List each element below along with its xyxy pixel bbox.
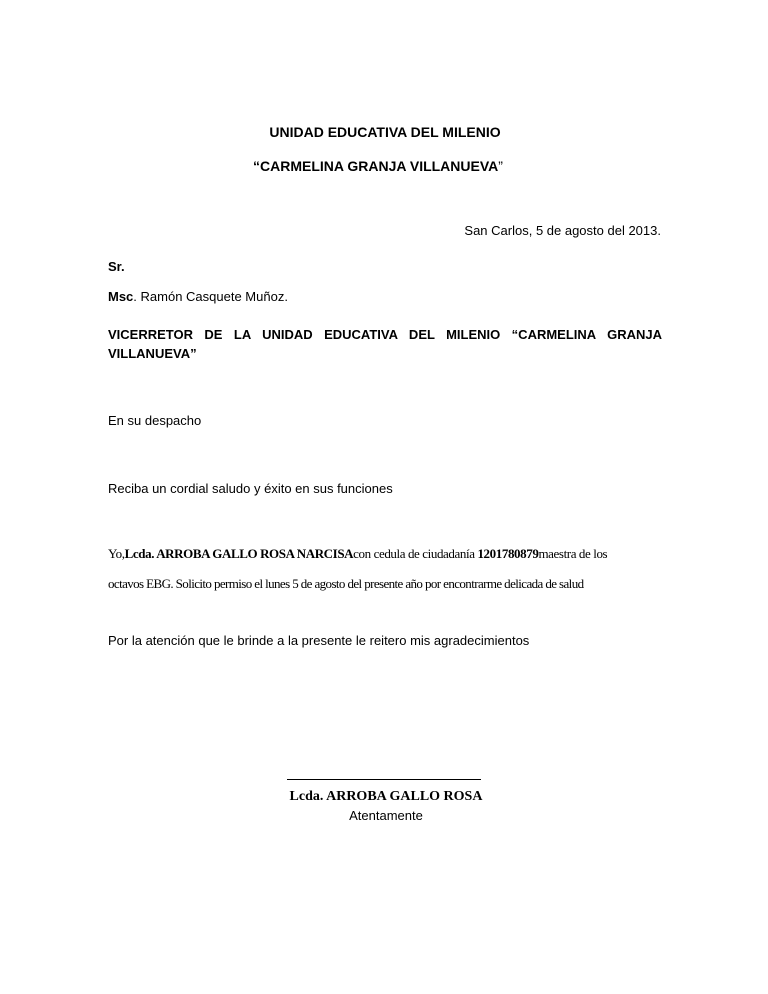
recipient-title: Msc [108,289,134,304]
close-quote: ” [498,158,503,174]
thanks-line: Por la atención que le brinde a la presente le reitero mis agradecimientos [108,633,530,648]
id-number: 1201780879 [477,546,539,561]
recipient-position-line1: VICERRETOR DE LA UNIDAD EDUCATIVA DEL MILENIO “CARMELINA GRANJA [108,327,662,342]
signature-line [287,779,481,780]
date-line: San Carlos, 5 de agosto del 2013. [464,223,661,238]
salutation: Sr. [108,259,125,274]
body-prefix: Yo, [108,546,125,561]
school-name [253,158,503,174]
body-line-1 [108,546,607,562]
closing: Atentamente [349,808,423,823]
recipient-name [108,289,288,304]
id-text: con cedula de ciudadanía [353,546,478,561]
school-name-text: CARMELINA GRANJA VILLANUEVA [260,158,499,174]
school-title: UNIDAD EDUCATIVA DEL MILENIO [269,124,501,140]
author-name: Lcda. ARROBA GALLO ROSA NARCISA [124,546,354,561]
open-quote: “ [253,158,260,174]
greeting: Reciba un cordial saludo y éxito en sus funciones [108,481,393,496]
recipient-position-line2: VILLANUEVA” [108,346,197,361]
role-text: maestra de los [538,546,608,561]
recipient-location: En su despacho [108,413,202,428]
signature-name: Lcda. ARROBA GALLO ROSA [289,789,483,804]
body-line-2: octavos EBG. Solicito permiso el lunes 5 de agosto del presente año por encontrarme delicada de salud [108,576,584,591]
recipient-name-text: . Ramón Casquete Muñoz. [133,289,288,304]
